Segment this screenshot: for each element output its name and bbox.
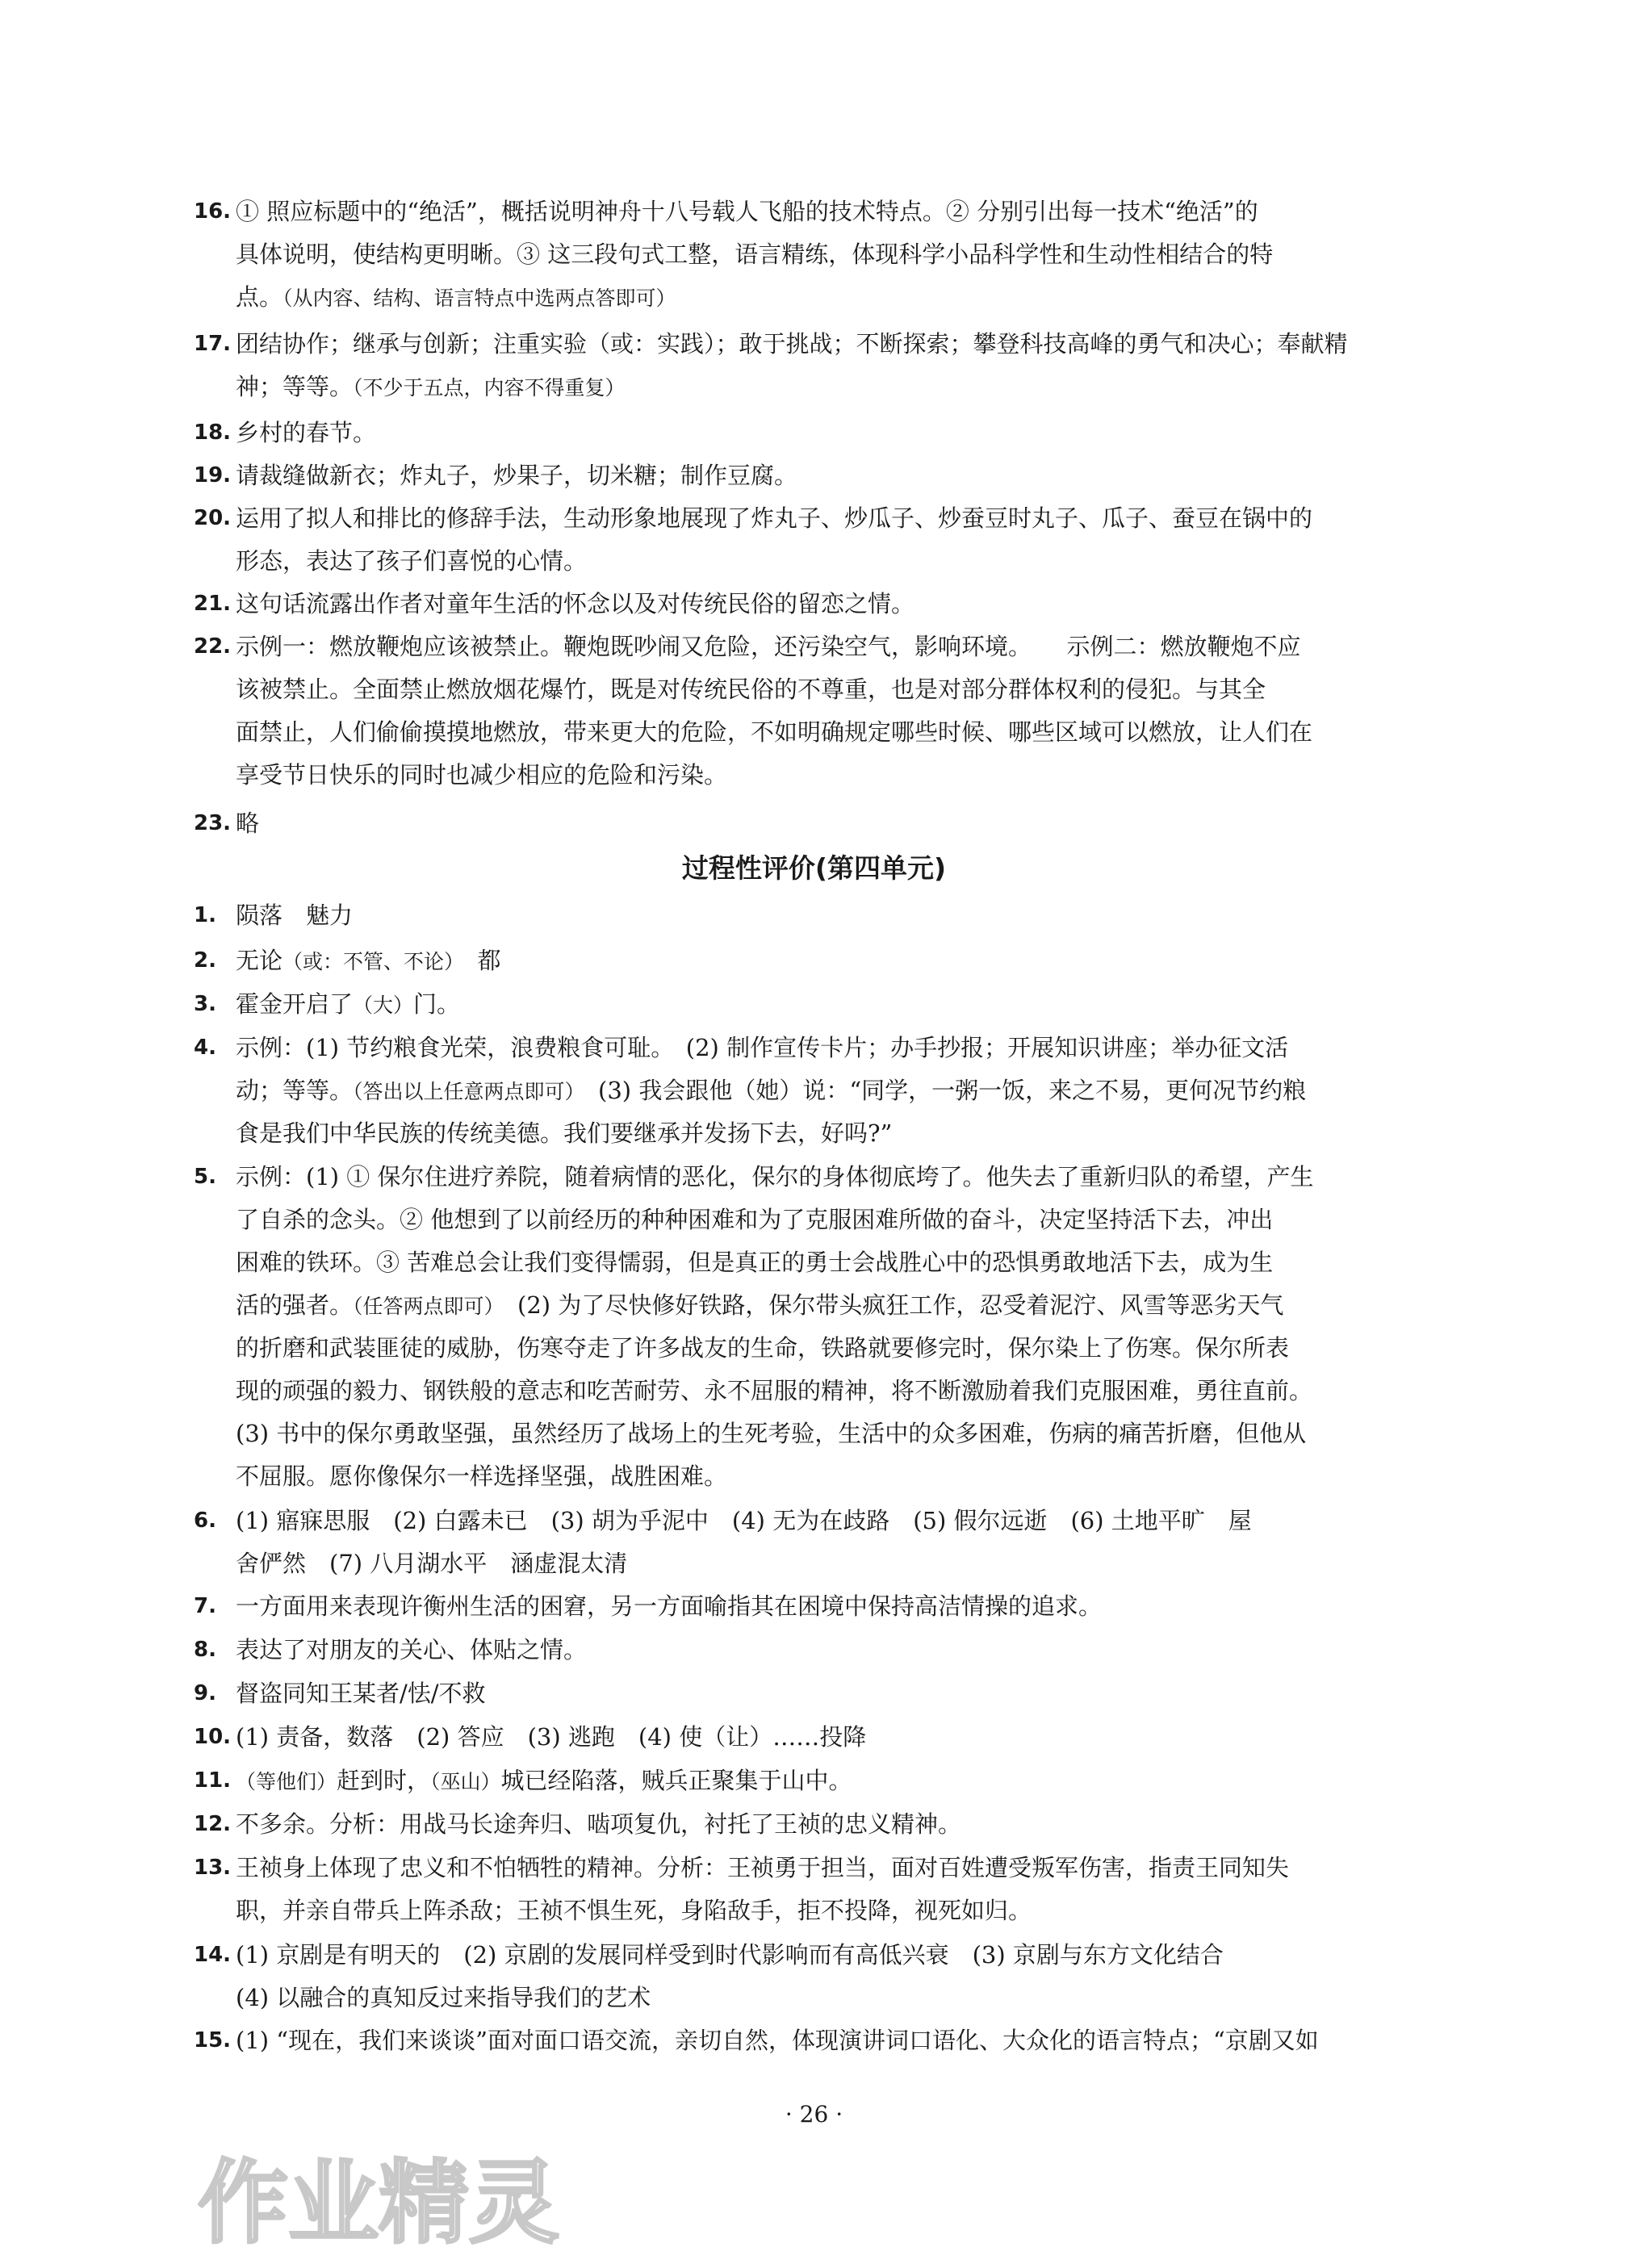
answer-item-10: [194, 1716, 1437, 1759]
answer-line: 具体说明，使结构更明晰。③ 这三段句式工整，语言精练，体现科学小品科学性和生动性相结合的特: [236, 241, 1274, 268]
answer-line: 霍金开启了（大）门。: [236, 990, 461, 1018]
answer-item-9: [194, 1672, 1437, 1715]
item-number: 16.: [194, 199, 232, 224]
answer-item-22: [194, 626, 1437, 797]
answer-item-11: [194, 1760, 1437, 1802]
answer-item-2: [194, 939, 1437, 982]
item-number: 3.: [194, 992, 216, 1016]
answer-line: 团结协作；继承与创新；注重实验（或：实践）；敢于挑战；不断探索；攀登科技高峰的勇气和决心；奉献精: [236, 330, 1348, 358]
answer-line: 该被禁止。全面禁止燃放烟花爆竹，既是对传统民俗的不尊重，也是对部分群体权利的侵犯。与其全: [236, 676, 1266, 703]
answer-item-13: [194, 1847, 1437, 1932]
item-number: 8.: [194, 1638, 216, 1662]
item-number: 21.: [194, 592, 232, 616]
answer-line: 食是我们中华民族的传统美德。我们要继承并发扬下去，好吗?”: [236, 1119, 893, 1147]
answer-item-23: [194, 802, 1437, 845]
answer-item-15: [194, 2019, 1437, 2062]
answer-item-12: [194, 1803, 1437, 1846]
answer-line: 运用了拟人和排比的修辞手法，生动形象地展现了炸丸子、炒瓜子、炒蚕豆时丸子、瓜子、蚕豆在锅中的: [236, 504, 1313, 532]
item-number: 17.: [194, 332, 232, 356]
answer-line: (4) 以融合的真知反过来指导我们的艺术: [236, 1984, 651, 2011]
answer-line: 督盗同知王某者/怯/不救: [236, 1680, 486, 1707]
answer-line: (1) 责备，数落 (2) 答应 (3) 逃跑 (4) 使（让）……投降: [236, 1723, 867, 1751]
answer-item-6: [194, 1500, 1437, 1585]
item-number: 7.: [194, 1594, 216, 1618]
answer-note: （任答两点即可）: [353, 1295, 495, 1318]
answer-line: 活的强者。（任答两点即可） (2) 为了尽快修好铁路，保尔带头疯狂工作，忍受着泥泞、风雪等恶劣天气: [236, 1291, 1284, 1319]
item-number: 6.: [194, 1509, 216, 1533]
answer-line: 略: [236, 810, 260, 837]
answer-line: 乡村的春节。: [236, 419, 377, 446]
answer-line: 示例一：燃放鞭炮应该被禁止。鞭炮既吵闹又危险，还污染空气，影响环境。 示例二：燃放鞭炮不应: [236, 633, 1301, 660]
answer-line: (1) “现在，我们来谈谈”面对面口语交流，亲切自然，体现演讲词口语化、大众化的语言特点；“京剧又如: [236, 2027, 1319, 2054]
answer-line: 不屈服。愿你像保尔一样选择坚强，战胜困难。: [236, 1462, 728, 1490]
answer-line: 这句话流露出作者对童年生活的怀念以及对传统民俗的留恋之情。: [236, 590, 915, 617]
item-number: 19.: [194, 463, 232, 487]
answer-item-5: [194, 1156, 1437, 1498]
answer-note: （从内容、结构、语言特点中选两点答即可）: [282, 287, 676, 310]
answer-item-1: [194, 894, 1437, 937]
answer-line: 一方面用来表现许衡州生活的困窘，另一方面喻指其在困境中保持高洁情操的追求。: [236, 1592, 1103, 1620]
answer-item-3: [194, 983, 1437, 1026]
answer-note: （答出以上任意两点即可）: [353, 1080, 575, 1103]
item-number: 11.: [194, 1768, 232, 1793]
item-number: 12.: [194, 1812, 232, 1836]
item-number: 18.: [194, 421, 232, 445]
item-number: 14.: [194, 1943, 232, 1967]
answer-item-4: [194, 1027, 1437, 1155]
answer-line: 享受节日快乐的同时也减少相应的危险和污染。: [236, 761, 728, 789]
answer-note: （不少于五点，内容不得重复）: [353, 376, 626, 400]
answer-line: 舍俨然 (7) 八月湖水平 涵虚混太清: [236, 1550, 628, 1577]
answer-line: (1) 寤寐思服 (2) 白露未已 (3) 胡为乎泥中 (4) 无为在歧路 (5) 假尔远逝 (6) 土地平旷 屋: [236, 1507, 1252, 1534]
answer-line: 动；等等。（答出以上任意两点即可） (3) 我会跟他（她）说：“同学，一粥一饭，来之不易，更何况节约粮: [236, 1077, 1307, 1104]
item-number: 5.: [194, 1165, 216, 1189]
answer-item-7: [194, 1585, 1437, 1628]
page-number: · 26 ·: [785, 2101, 843, 2128]
item-number: 13.: [194, 1856, 232, 1880]
answer-line: 陨落 魅力: [236, 902, 354, 929]
answer-item-19: [194, 454, 1437, 497]
answer-line: 现的顽强的毅力、钢铁般的意志和吃苦耐劳、永不屈服的精神，将不断激励着我们克服困难，勇往直前。: [236, 1377, 1313, 1404]
answer-item-20: [194, 497, 1437, 583]
answer-line: 王祯身上体现了忠义和不怕牺牲的精神。分析：王祯勇于担当，面对百姓遭受叛军伤害，指责王同知失: [236, 1854, 1290, 1881]
answer-note: （大）: [353, 994, 414, 1017]
item-number: 10.: [194, 1725, 232, 1749]
answer-line: 形态，表达了孩子们喜悦的心情。: [236, 547, 588, 575]
answer-item-18: [194, 412, 1437, 454]
item-number: 23.: [194, 811, 232, 835]
answer-line: 困难的铁环。③ 苦难总会让我们变得懦弱，但是真正的勇士会战胜心中的恐惧勇敢地活下去，成为生: [236, 1249, 1274, 1276]
answer-item-14: [194, 1934, 1437, 2019]
answer-line: 了自杀的念头。② 他想到了以前经历的种种困难和为了克服困难所做的奋斗，决定坚持活下去，冲出: [236, 1206, 1274, 1233]
answer-line: 示例：(1) 节约粮食光荣，浪费粮食可耻。 (2) 制作宣传卡片；办手抄报；开展知识讲座；举办征文活: [236, 1034, 1289, 1061]
answer-note: （巫山）: [430, 1770, 501, 1793]
answer-note: （等他们）: [236, 1770, 337, 1793]
answer-line: ① 照应标题中的“绝活”，概括说明神舟十八号载人飞船的技术特点。② 分别引出每一技术“绝活”的: [236, 198, 1258, 225]
item-number: 2.: [194, 948, 216, 973]
answer-line: 职，并亲自带兵上阵杀敌；王祯不惧生死，身陷敌手，拒不投降，视死如归。: [236, 1897, 1032, 1924]
svg-text:作业精灵: 作业精灵: [198, 2151, 559, 2256]
answer-line: 无论（或：不管、不论） 都: [236, 947, 501, 974]
answer-line: 面禁止，人们偷偷摸摸地燃放，带来更大的危险，不如明确规定哪些时候、哪些区域可以燃放，让人们在: [236, 718, 1313, 746]
answer-item-21: [194, 583, 1437, 626]
answer-item-16: [194, 190, 1437, 319]
item-number: 1.: [194, 903, 216, 927]
answer-line: (1) 京剧是有明天的 (2) 京剧的发展同样受到时代影响而有高低兴衰 (3) 京剧与东方文化结合: [236, 1941, 1224, 1969]
answer-line: 不多余。分析：用战马长途奔归、啮项复仇，衬托了王祯的忠义精神。: [236, 1810, 962, 1838]
answer-line: 神；等等。（不少于五点，内容不得重复）: [236, 373, 626, 400]
answer-item-17: [194, 323, 1437, 408]
item-number: 20.: [194, 506, 232, 530]
answer-line: 表达了对朋友的关心、体贴之情。: [236, 1636, 588, 1663]
answer-line: （等他们）赶到时，（巫山）城已经陷落，贼兵正聚集于山中。: [236, 1767, 852, 1794]
answer-item-8: [194, 1629, 1437, 1672]
item-number: 22.: [194, 634, 232, 659]
watermark-logo: [198, 2139, 617, 2260]
answer-line: 的折磨和武装匪徒的威胁，伤寒夺走了许多战友的生命，铁路就要修完时，保尔染上了伤寒。保尔所表: [236, 1334, 1290, 1362]
answer-note: （或：不管、不论）: [282, 950, 454, 973]
answer-line: (3) 书中的保尔勇敢坚强，虽然经历了战场上的生死考验，生活中的众多困难，伤病的痛苦折磨，但他从: [236, 1420, 1307, 1447]
section-title: 过程性评价(第四单元): [681, 852, 947, 884]
answer-line: 点。（从内容、结构、语言特点中选两点答即可）: [236, 283, 676, 311]
item-number: 4.: [194, 1036, 216, 1060]
answer-line: 示例：(1) ① 保尔住进疗养院，随着病情的恶化，保尔的身体彻底垮了。他失去了重新归队的希望，产生: [236, 1163, 1314, 1190]
item-number: 15.: [194, 2028, 232, 2052]
item-number: 9.: [194, 1681, 216, 1705]
answer-line: 请裁缝做新衣；炸丸子，炒果子，切米糖；制作豆腐。: [236, 462, 798, 489]
